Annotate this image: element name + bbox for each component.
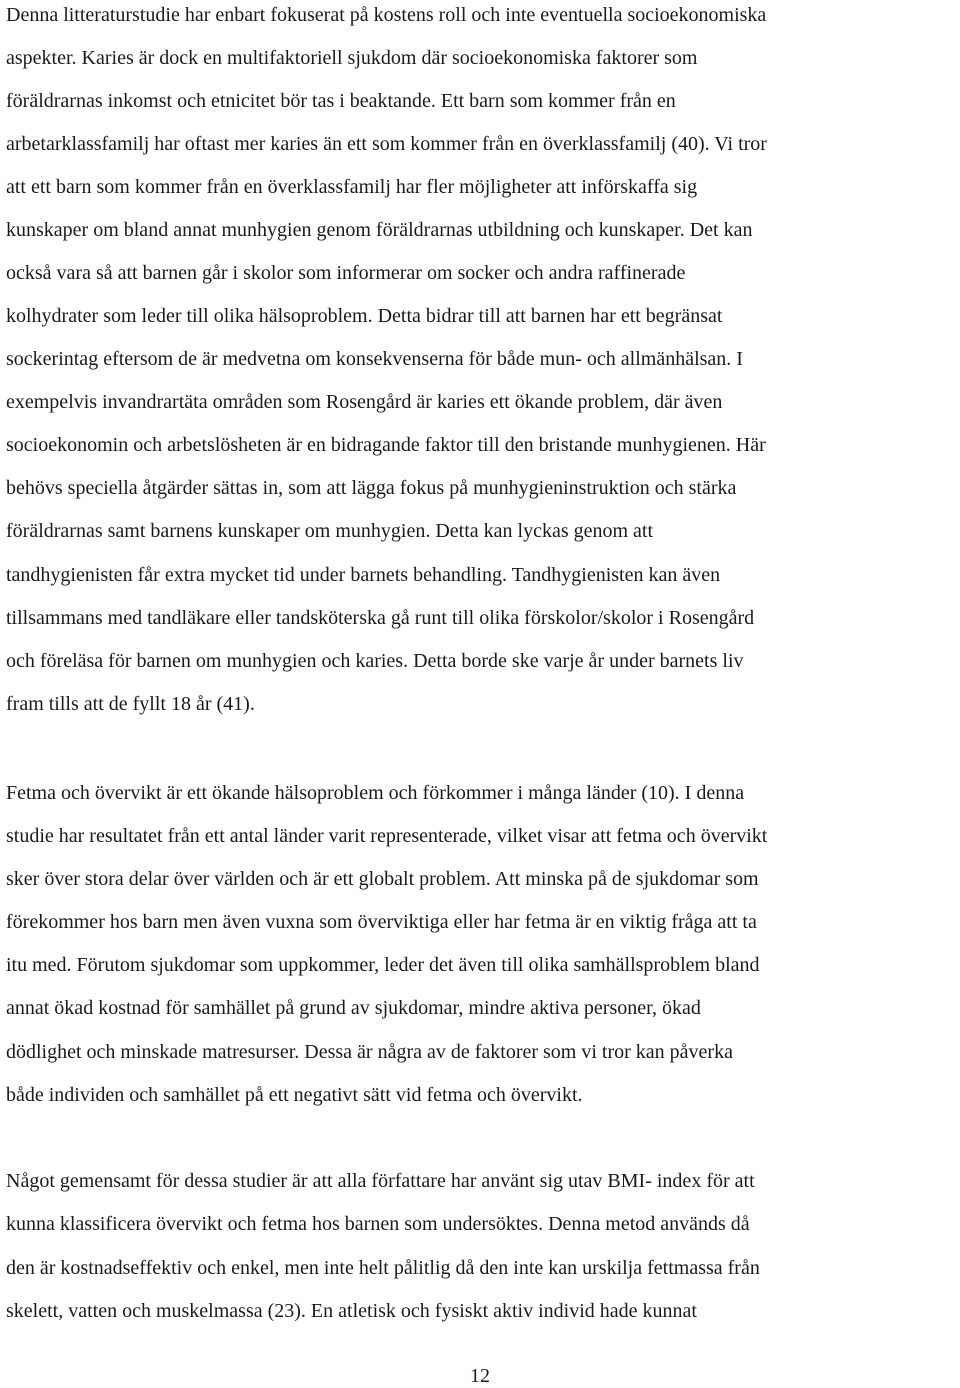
text-line: kunskaper om bland annat munhygien genom föräldrarnas utbildning och kunskaper. Det kan xyxy=(6,219,753,241)
text-line: kolhydrater som leder till olika hälsoproblem. Detta bidrar till att barnen har ett begränsat xyxy=(6,305,723,327)
text-line: aspekter. Karies är dock en multifaktoriell sjukdom där socioekonomiska faktorer som xyxy=(6,47,698,69)
text-line: studie har resultatet från ett antal länder varit representerade, vilket visar att fetma och övervikt xyxy=(6,825,768,847)
text-line: och föreläsa för barnen om munhygien och karies. Detta borde ske varje år under barnets liv xyxy=(6,650,744,672)
text-line: socioekonomin och arbetslösheten är en bidragande faktor till den bristande munhygienen. Här xyxy=(6,434,766,456)
text-line: den är kostnadseffektiv och enkel, men inte helt pålitlig då den inte kan urskilja fettmassa från xyxy=(6,1257,760,1279)
text-line: också vara så att barnen går i skolor som informerar om socker och andra raffinerade xyxy=(6,262,686,284)
text-line: exempelvis invandrartäta områden som Rosengård är karies ett ökande problem, där även xyxy=(6,391,723,413)
text-line: annat ökad kostnad för samhället på grund av sjukdomar, mindre aktiva personer, ökad xyxy=(6,997,701,1019)
text-line: kunna klassificera övervikt och fetma hos barnen som undersöktes. Denna metod används då xyxy=(6,1213,750,1235)
text-line: föräldrarnas samt barnens kunskaper om munhygien. Detta kan lyckas genom att xyxy=(6,520,654,542)
text-line: föräldrarnas inkomst och etnicitet bör tas i beaktande. Ett barn som kommer från en xyxy=(6,90,676,112)
text-line: förekommer hos barn men även vuxna som överviktiga eller har fetma är en viktig fråga att ta xyxy=(6,911,757,933)
text-line: tandhygienisten får extra mycket tid under barnets behandling. Tandhygienisten kan även xyxy=(6,564,721,586)
text-line: sker över stora delar över världen och är ett globalt problem. Att minska på de sjukdomar som xyxy=(6,868,759,890)
text-line: att ett barn som kommer från en överklassfamilj har fler möjligheter att införskaffa sig xyxy=(6,176,698,198)
text-line: dödlighet och minskade matresurser. Dessa är några av de faktorer som vi tror kan påverka xyxy=(6,1041,733,1063)
text-line: tillsammans med tandläkare eller tandsköterska gå runt till olika förskolor/skolor i Rosengård xyxy=(6,607,755,629)
page-number: 12 xyxy=(470,1365,490,1387)
text-line: itu med. Förutom sjukdomar som uppkommer, leder det även till olika samhällsproblem bland xyxy=(6,954,760,976)
text-line: skelett, vatten och muskelmassa (23). En atletisk och fysiskt aktiv individ hade kunnat xyxy=(6,1300,697,1322)
text-line: behövs speciella åtgärder sättas in, som att lägga fokus på munhygieninstruktion och stärka xyxy=(6,477,737,499)
text-line: Denna litteraturstudie har enbart fokuserat på kostens roll och inte eventuella socioekonomiska xyxy=(6,4,767,26)
text-line: både individen och samhället på ett negativt sätt vid fetma och övervikt. xyxy=(6,1084,583,1106)
text-line: Fetma och övervikt är ett ökande hälsoproblem och förkommer i många länder (10). I denna xyxy=(6,782,745,804)
text-line: sockerintag eftersom de är medvetna om konsekvenserna för både mun- och allmänhälsan. I xyxy=(6,348,743,370)
text-line: arbetarklassfamilj har oftast mer karies än ett som kommer från en överklassfamilj (40). Vi tror xyxy=(6,133,767,155)
text-line: Något gemensamt för dessa studier är att alla författare har använt sig utav BMI- index för att xyxy=(6,1170,755,1192)
text-line: fram tills att de fyllt 18 år (41). xyxy=(6,693,255,715)
